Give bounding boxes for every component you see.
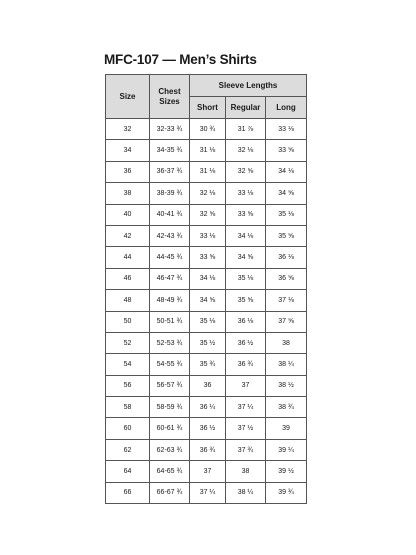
cell-size: 50 <box>106 311 150 332</box>
cell-sleeve-short: 34 ⅝ <box>190 290 226 311</box>
table-row <box>106 332 307 353</box>
cell-chest-sizes: 48-49 ¾ <box>150 290 190 311</box>
cell-size: 34 <box>106 140 150 161</box>
cell-sleeve-regular: 31 ⅞ <box>226 119 266 140</box>
cell-sleeve-short: 36 ¼ <box>190 397 226 418</box>
cell-sleeve-regular: 36 ¾ <box>226 354 266 375</box>
cell-chest-sizes: 66-67 ¾ <box>150 482 190 503</box>
cell-chest-sizes: 62-63 ¾ <box>150 439 190 460</box>
cell-chest-sizes: 52-53 ¾ <box>150 332 190 353</box>
table-header <box>106 75 307 119</box>
cell-sleeve-short: 37 ¼ <box>190 482 226 503</box>
table-row <box>106 461 307 482</box>
cell-size: 60 <box>106 418 150 439</box>
cell-sleeve-short: 33 ⅝ <box>190 247 226 268</box>
cell-size: 42 <box>106 225 150 246</box>
cell-sleeve-short: 34 ⅛ <box>190 268 226 289</box>
cell-sleeve-long: 38 ¼ <box>266 354 307 375</box>
header-size: Size <box>106 75 150 119</box>
cell-size: 38 <box>106 183 150 204</box>
header-regular: Regular <box>226 97 266 119</box>
cell-chest-sizes: 50-51 ¾ <box>150 311 190 332</box>
cell-sleeve-short: 31 ⅛ <box>190 140 226 161</box>
table-row <box>106 204 307 225</box>
cell-chest-sizes: 42-43 ¾ <box>150 225 190 246</box>
cell-size: 40 <box>106 204 150 225</box>
page-title: MFC-107 — Men’s Shirts <box>104 52 257 67</box>
header-sleeve-lengths: Sleeve Lengths <box>190 75 307 97</box>
cell-size: 62 <box>106 439 150 460</box>
cell-sleeve-long: 38 <box>266 332 307 353</box>
cell-sleeve-regular: 35 ⅝ <box>226 290 266 311</box>
cell-sleeve-short: 30 ¾ <box>190 119 226 140</box>
cell-sleeve-regular: 38 ¼ <box>226 482 266 503</box>
cell-size: 52 <box>106 332 150 353</box>
cell-sleeve-long: 36 ⅛ <box>266 247 307 268</box>
table-row <box>106 311 307 332</box>
cell-sleeve-long: 39 <box>266 418 307 439</box>
table-row <box>106 439 307 460</box>
cell-sleeve-short: 37 <box>190 461 226 482</box>
cell-sleeve-long: 38 ¾ <box>266 397 307 418</box>
cell-sleeve-long: 38 ½ <box>266 375 307 396</box>
cell-sleeve-long: 39 ½ <box>266 461 307 482</box>
cell-sleeve-short: 32 ⅝ <box>190 204 226 225</box>
table-row <box>106 119 307 140</box>
cell-chest-sizes: 60-61 ¾ <box>150 418 190 439</box>
cell-chest-sizes: 64-65 ¾ <box>150 461 190 482</box>
header-short: Short <box>190 97 226 119</box>
cell-chest-sizes: 32-33 ¾ <box>150 119 190 140</box>
table-row <box>106 397 307 418</box>
table-row <box>106 375 307 396</box>
cell-sleeve-long: 34 ⅝ <box>266 183 307 204</box>
table-row <box>106 183 307 204</box>
cell-sleeve-long: 39 ¼ <box>266 439 307 460</box>
cell-chest-sizes: 38-39 ¾ <box>150 183 190 204</box>
header-chest-sizes <box>150 75 190 119</box>
cell-size: 44 <box>106 247 150 268</box>
cell-size: 66 <box>106 482 150 503</box>
cell-size: 58 <box>106 397 150 418</box>
cell-sleeve-regular: 37 ½ <box>226 418 266 439</box>
cell-sleeve-short: 35 ⅛ <box>190 311 226 332</box>
cell-sleeve-long: 37 ⅝ <box>266 311 307 332</box>
cell-sleeve-regular: 33 ⅝ <box>226 204 266 225</box>
cell-sleeve-short: 35 ¾ <box>190 354 226 375</box>
cell-sleeve-long: 34 ⅛ <box>266 161 307 182</box>
cell-size: 48 <box>106 290 150 311</box>
table-row <box>106 247 307 268</box>
cell-sleeve-short: 36 <box>190 375 226 396</box>
table-row <box>106 290 307 311</box>
cell-sleeve-long: 33 ⅛ <box>266 119 307 140</box>
table-row <box>106 482 307 503</box>
cell-sleeve-regular: 37 <box>226 375 266 396</box>
cell-size: 32 <box>106 119 150 140</box>
cell-sleeve-regular: 35 ⅛ <box>226 268 266 289</box>
table-row <box>106 140 307 161</box>
cell-sleeve-regular: 38 <box>226 461 266 482</box>
cell-sleeve-regular: 34 ⅛ <box>226 225 266 246</box>
cell-sleeve-long: 39 ¾ <box>266 482 307 503</box>
cell-size: 46 <box>106 268 150 289</box>
cell-sleeve-short: 33 ⅛ <box>190 225 226 246</box>
cell-chest-sizes: 56-57 ¾ <box>150 375 190 396</box>
cell-sleeve-long: 35 ⅝ <box>266 225 307 246</box>
cell-sleeve-short: 31 ⅛ <box>190 161 226 182</box>
cell-sleeve-short: 32 ⅛ <box>190 183 226 204</box>
cell-chest-sizes: 54-55 ¾ <box>150 354 190 375</box>
header-chest-line1: Chest <box>158 86 181 96</box>
table-body <box>106 119 307 504</box>
cell-sleeve-regular: 37 ¼ <box>226 397 266 418</box>
cell-size: 64 <box>106 461 150 482</box>
cell-sleeve-long: 37 ⅛ <box>266 290 307 311</box>
cell-sleeve-regular: 36 ½ <box>226 332 266 353</box>
cell-sleeve-regular: 32 ⅛ <box>226 140 266 161</box>
cell-sleeve-regular: 37 ¾ <box>226 439 266 460</box>
header-chest-line2: Sizes <box>159 96 180 106</box>
table-row <box>106 418 307 439</box>
size-chart-table <box>105 74 307 504</box>
cell-sleeve-regular: 33 ⅛ <box>226 183 266 204</box>
cell-chest-sizes: 34-35 ¾ <box>150 140 190 161</box>
cell-sleeve-regular: 36 ⅛ <box>226 311 266 332</box>
cell-sleeve-long: 36 ⅝ <box>266 268 307 289</box>
table-row <box>106 161 307 182</box>
table-row <box>106 354 307 375</box>
cell-sleeve-short: 36 ½ <box>190 418 226 439</box>
cell-sleeve-short: 36 ¾ <box>190 439 226 460</box>
cell-size: 56 <box>106 375 150 396</box>
cell-chest-sizes: 40-41 ¾ <box>150 204 190 225</box>
cell-sleeve-short: 35 ½ <box>190 332 226 353</box>
cell-chest-sizes: 58-59 ¾ <box>150 397 190 418</box>
table-row <box>106 268 307 289</box>
header-long: Long <box>266 97 307 119</box>
cell-sleeve-long: 33 ⅝ <box>266 140 307 161</box>
cell-size: 54 <box>106 354 150 375</box>
cell-sleeve-regular: 32 ⅝ <box>226 161 266 182</box>
cell-sleeve-regular: 34 ⅝ <box>226 247 266 268</box>
cell-size: 36 <box>106 161 150 182</box>
cell-chest-sizes: 44-45 ¾ <box>150 247 190 268</box>
cell-chest-sizes: 36-37 ¾ <box>150 161 190 182</box>
table-row <box>106 225 307 246</box>
cell-chest-sizes: 46-47 ¾ <box>150 268 190 289</box>
cell-sleeve-long: 35 ⅛ <box>266 204 307 225</box>
